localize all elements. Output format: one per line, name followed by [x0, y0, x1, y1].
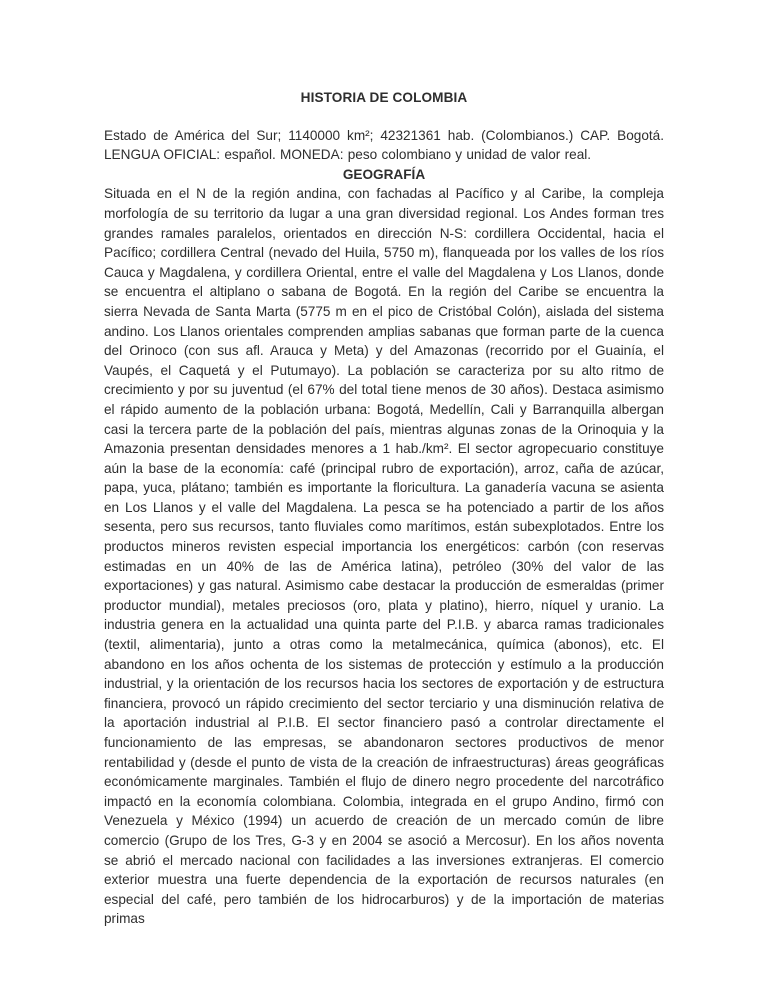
intro-paragraph: Estado de América del Sur; 1140000 km²; 42321361 hab. (Colombianos.) CAP. Bogotá. LENGUA OFICIAL: español. MONEDA: peso colombiano y unidad de valor real.	[104, 127, 664, 163]
document-title: HISTORIA DE COLOMBIA	[300, 90, 468, 105]
section-heading-geografia: GEOGRAFÍA	[342, 166, 426, 182]
geography-paragraph: Situada en el N de la región andina, con fachadas al Pacífico y al Caribe, la compleja morfología de su territorio da lugar a una gran diversidad regional. Los Andes forman tres grandes ramales paralelos, orientados en dirección N-S: cordillera Occidental, hacia el Pacífico; cordillera Central (nevado del Huila, 5750 m), flanqueada por los valles de los ríos Cauca y Magdalena, y cordillera Oriental, entre el valle del Magdalena y Los Llanos, donde se encuentra el altiplano o sabana de Bogotá. En la región del Caribe se encuentra la sierra Nevada de Santa Marta (5775 m en el pico de Cristóbal Colón), aislada del sistema andino. Los Llanos orientales comprenden amplias sabanas que forman parte de la cuenca del Orinoco (con sus afl. Arauca y Meta) y del Amazonas (recorrido por el Guainía, el Vaupés, el Caquetá y el Putumayo). La población se caracteriza por su alto ritmo de crecimiento y por su juventud (el 67% del total tiene menos de 30 años). Destaca asimismo el rápido aumento de la población urbana: Bogotá, Medellín, Cali y Barranquilla albergan casi la tercera parte de la población del país, mientras algunas zonas de la Orinoquia y la Amazonia presentan densidades menores a 1 hab./km². El sector agropecuario constituye aún la base de la economía: café (principal rubro de exportación), arroz, caña de azúcar, papa, yuca, plátano; también es importante la floricultura. La ganadería vacuna se asienta en Los Llanos y el valle del Magdalena. La pesca se ha potenciado a partir de los años sesenta, pero sus recursos, tanto fluviales como marítimos, están subexplotados. Entre los productos mineros revisten especial importancia los energéticos: carbón (con reservas estimadas en un 40% de las de América latina), petróleo (30% del valor de las exportaciones) y gas natural. Asimismo cabe destacar la producción de esmeraldas (primer productor mundial), metales preciosos (oro, plata y platino), hierro, níquel y uranio. La industria genera en la actualidad una quinta parte del P.I.B. y abarca ramas tradicionales (textil, alimentaria), junto a otras como la metalmecánica, química (abonos), etc. El abandono en los años ochenta de los sistemas de protección y estímulo a la producción industrial, y la orientación de los recursos hacia los sectores de exportación y de estructura financiera, provocó un rápido crecimiento del sector terciario y una disminución relativa de la aportación industrial al P.I.B. El sector financiero pasó a controlar directamente el funcionamiento de las empresas, se abandonaron sectores productivos de menor rentabilidad y (desde el punto de vista de la creación de infraestructuras) áreas geográficas económicamente marginales. También el flujo de dinero negro procedente del narcotráfico impactó en la economía colombiana. Colombia, integrada en el grupo Andino, firmó con Venezuela y México (1994) un acuerdo de creación de un mercado común de libre comercio (Grupo de los Tres, G-3 y en 2004 se asoció a Mercosur). En los años noventa se abrió el mercado nacional con facilidades a las inversiones extranjeras. El comercio exterior muestra una fuerte dependencia de la exportación de recursos naturales (en especial del café, pero también de los hidrocarburos) y de la importación de materias primas	[104, 186, 664, 927]
